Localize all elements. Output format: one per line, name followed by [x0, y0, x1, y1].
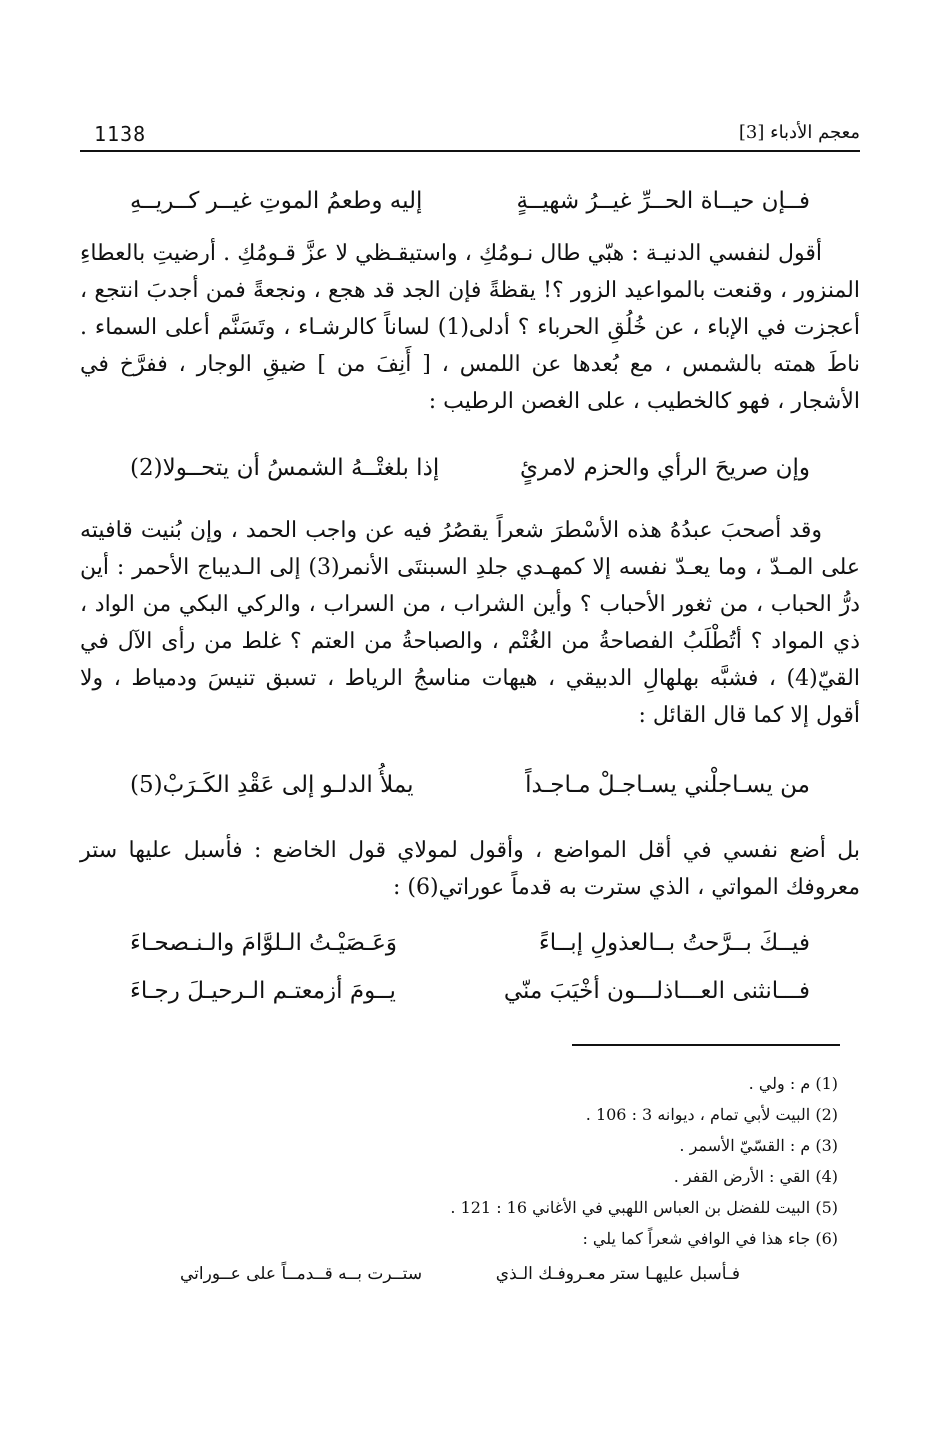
verse-5-second-hemistich: يــومَ أزمعتـم الـرحيـلَ رجـاءَ	[130, 978, 396, 1004]
footnote-verse-first-hemistich: فـأسبل عليهـا ستر معـروفـك الـذي	[495, 1264, 740, 1284]
verse-1-second-hemistich: إليه وطعمُ الموتِ غيــر كــريــهِ	[130, 188, 423, 214]
footnote-verse-second-hemistich: ستــرت بــه قــدمــاً على عــوراتي	[180, 1264, 423, 1284]
page-header	[80, 116, 860, 152]
footnote-2: (2) البيت لأبي تمام ، ديوانه 3 : 106 .	[585, 1105, 838, 1124]
running-title: معجم الأدباء [3]	[738, 122, 860, 143]
footnote-6: (6) جاء هذا في الوافي شعراً كما يلي :	[582, 1229, 838, 1248]
footnote-separator	[572, 1044, 840, 1046]
verse-5-first-hemistich: فـــانثنى العـــاذلـــون أخْيَبَ منّي	[503, 978, 810, 1004]
verse-1-first-hemistich: فــإن حيــاة الحــرِّ غيــرُ شهيــةٍ	[516, 188, 810, 214]
paragraph-3-block	[80, 832, 860, 906]
verse-2-first-hemistich: وإن صريحَ الرأي والحزم لامرئٍ	[520, 455, 810, 481]
footnote-4: (4) القي : الأرض القفر .	[673, 1167, 838, 1186]
paragraph-1-block	[80, 235, 860, 420]
paragraph-2: وقد أصحبَ عبدُهُ هذه الأسْطرَ شعراً يقصُرُ فيه عن واجب الحمد ، وإن بُنيت قافيته على المـدّ ، وما يعـدّ نفسه إلا كمهـدي جلدِ السبنتَى الأنمر(3) إلى الـديباج الأحمر : أين درُّ الحباب ، من ثغور الأحباب ؟ وأين الشراب ، من السراب ، والركي البكي من الواد ، ذي المواد ؟ أتُطْلَبُ الفصاحةُ من الغُتْم ، والصباحةُ من العتم ؟ غلط من رأى الآل في القيّ(4) ، فشبَّه بهلهالِ الدبيقي ، هيهات مناسجُ الرياط ، تسبق تنيسَ ودمياط ، ولا أقول إلا كما قال القائل :	[80, 518, 860, 728]
paragraph-2-block	[80, 512, 860, 734]
verse-2-second-hemistich: إذا بلغتْــهُ الشمسُ أن يتحــولا(2)	[130, 455, 440, 481]
footnote-3: (3) م : القسّيّ الأسمر .	[679, 1136, 838, 1155]
verse-5	[130, 978, 810, 1018]
footnote-5: (5) البيت للفضل بن العباس اللهبي في الأغاني 16 : 121 .	[450, 1198, 838, 1217]
verse-3-second-hemistich: يملأُ الدلـو إلى عَقْدِ الكَـرَبْ(5)	[130, 772, 414, 798]
verse-4	[130, 930, 810, 970]
header-rule	[80, 150, 860, 152]
verse-1	[130, 188, 810, 228]
verse-2	[130, 455, 810, 495]
footnotes	[380, 1068, 838, 1254]
footnote-1: (1) م : ولي .	[748, 1074, 838, 1093]
verse-3-first-hemistich: من يسـاجلْني يسـاجـلْ مـاجـداً	[525, 772, 810, 798]
verse-4-first-hemistich: فيــكَ بــرَّحتُ بــالعذولِ إبــاءً	[538, 930, 810, 956]
paragraph-3: بل أضع نفسي في أقل المواضع ، وأقول لمولاي قول الخاضع : فأسبل عليها ستر معروفك المواتي ، الذي سترت به قدماً عوراتي(6) :	[80, 838, 860, 900]
footnote-verse	[180, 1264, 740, 1292]
verse-4-second-hemistich: وَعَـصَيْـتُ الـلوَّامَ والـنـصحـاءَ	[130, 930, 397, 956]
verse-3	[130, 772, 810, 812]
page-number: 1138	[94, 122, 147, 146]
paragraph-1: أقول لنفسي الدنيـة : هبّي طال نـومُكِ ، واستيقـظي لا عزَّ قـومُكِ . أرضيتِ بالعطاءِ المنزور ، وقنعت بالمواعيد الزور ؟! يقظةً فإن الجد قد هجع ، ونجعةً فمن أجدبَ انتجع ، أعجزت في الإباء ، عن خُلُقِ الحرباء ؟ أدلى(1) لساناً كالرشـاء ، وتَسَنَّم أعلى السماء . ناطَ همته بالشمس ، مع بُعدها عن اللمس ، [ أَنِفَ من ] ضيقِ الوجار ، ففرَّخ في الأشجار ، فهو كالخطيب ، على الغصن الرطيب :	[80, 241, 860, 414]
